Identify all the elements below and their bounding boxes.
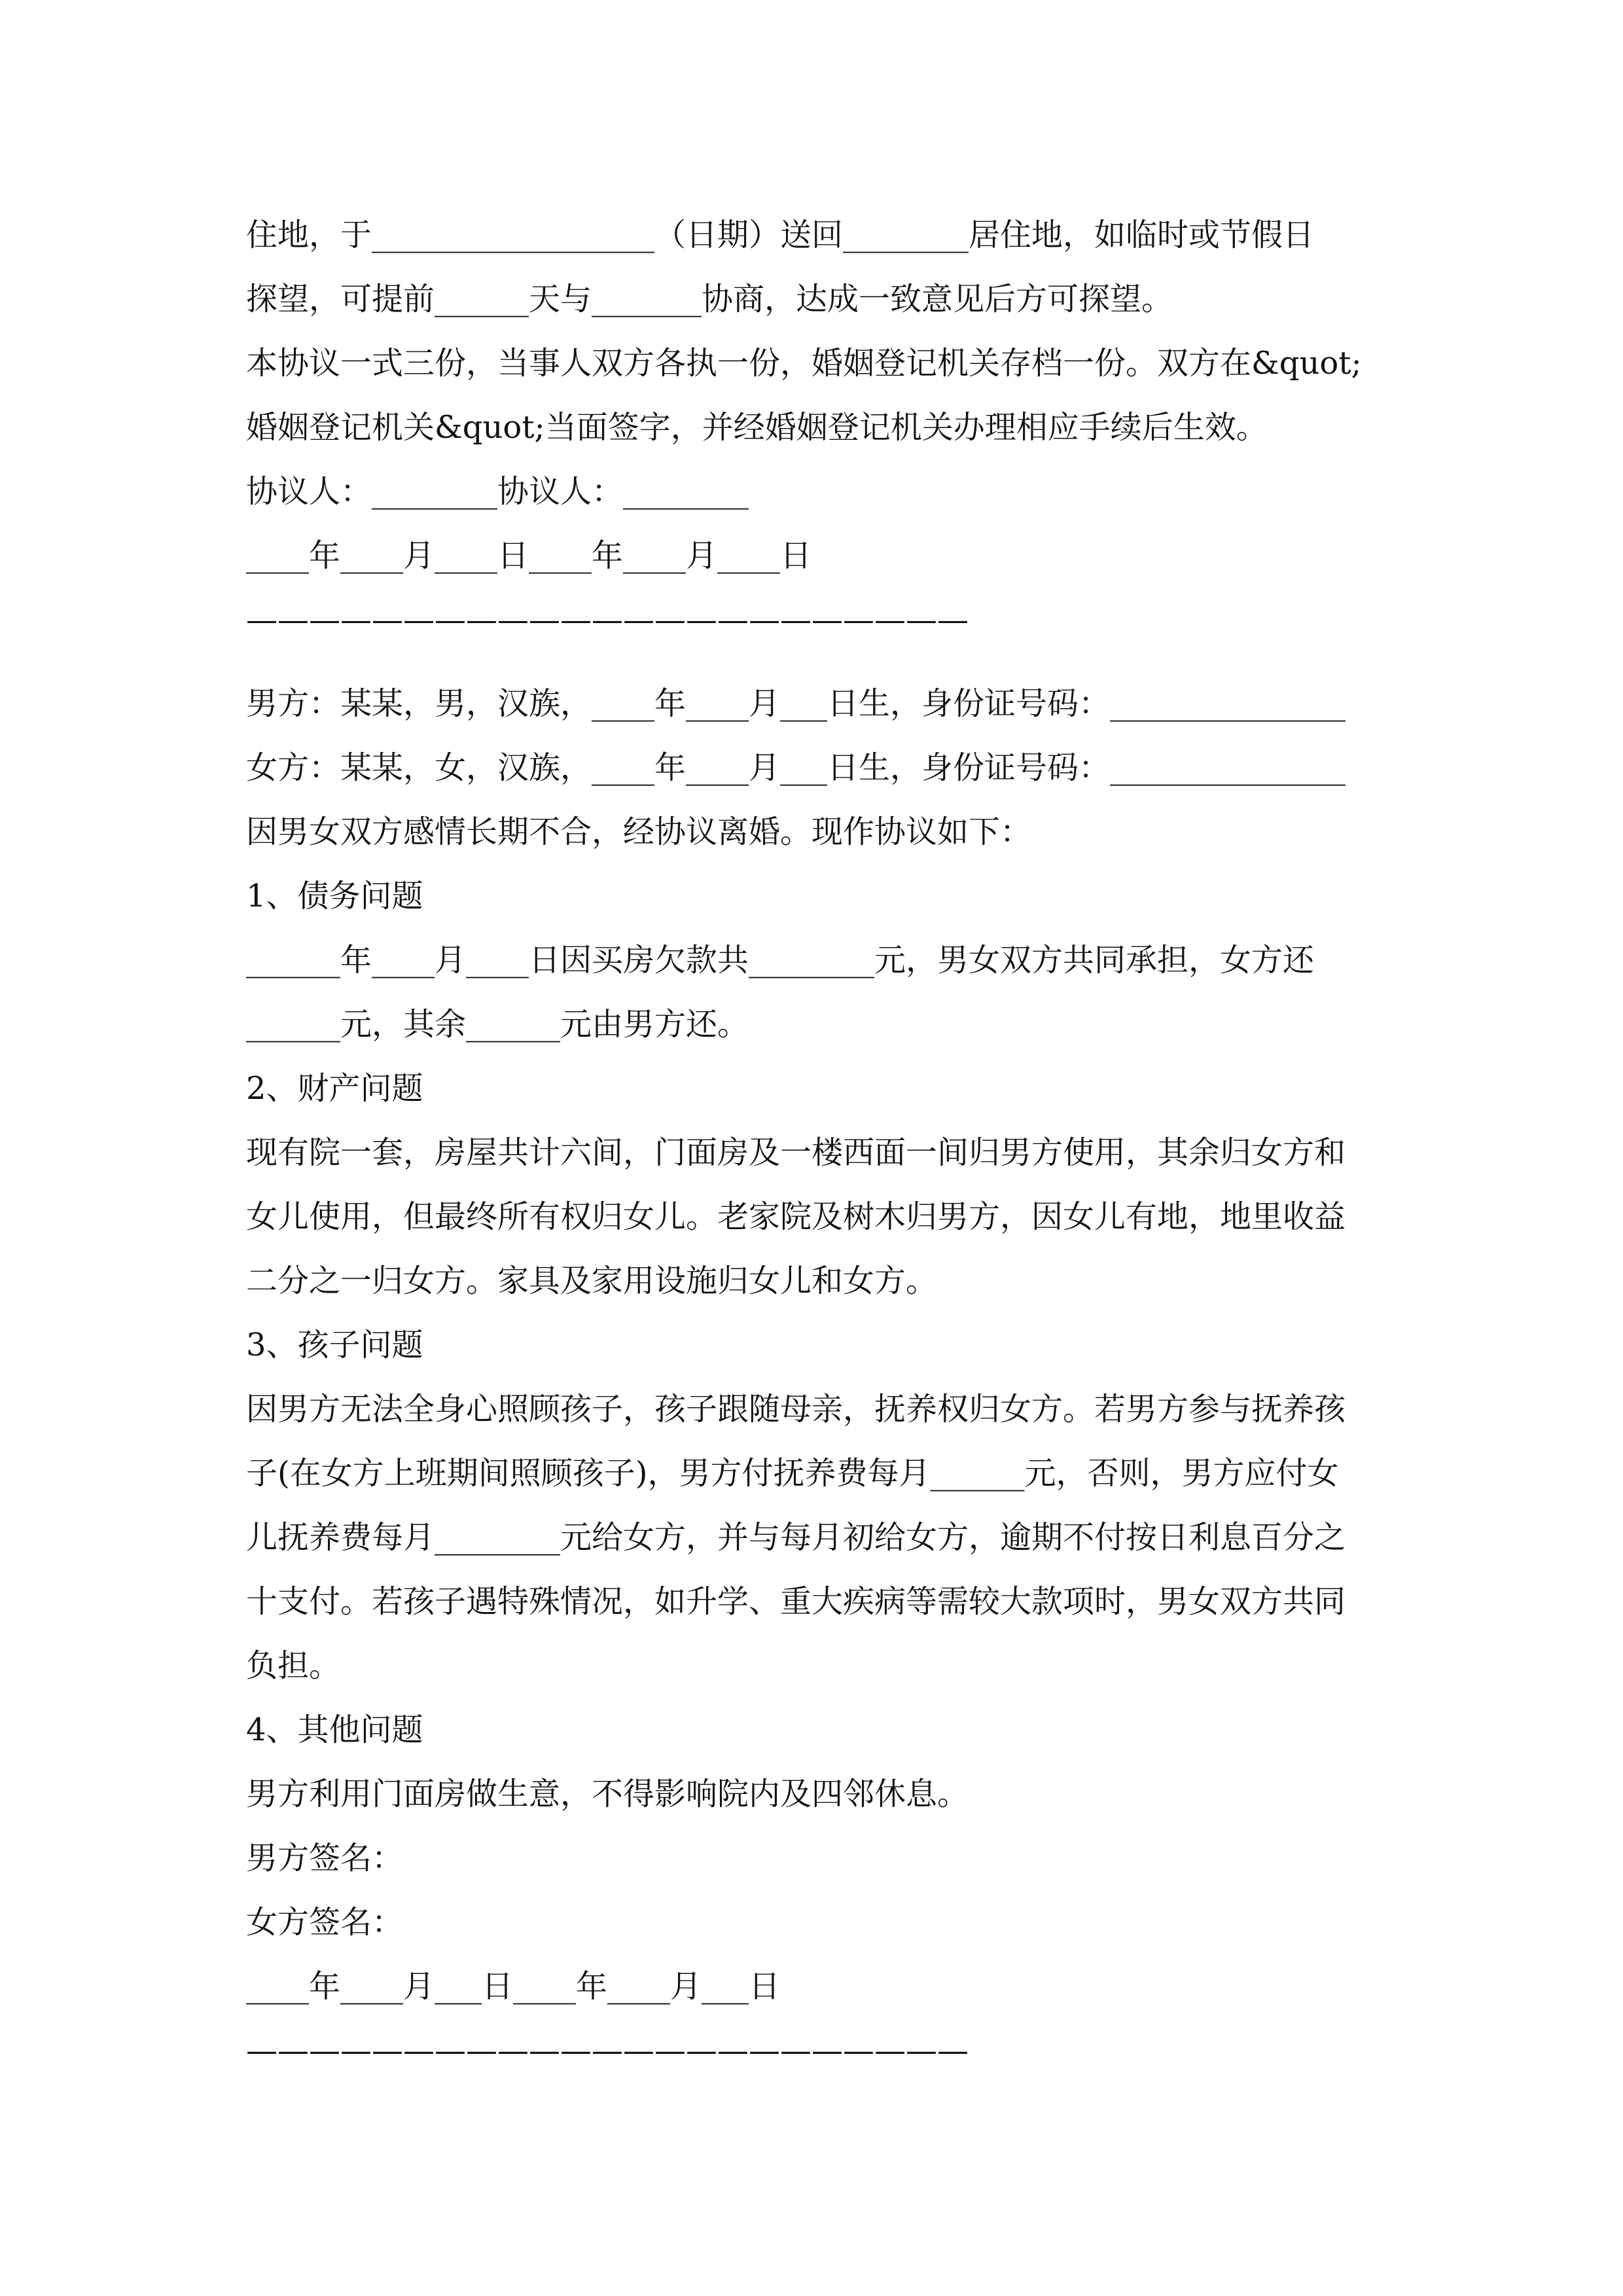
signatories-line: 协议人：________协议人：________ [246, 473, 749, 510]
section-gap [246, 652, 1398, 672]
text-line: 儿抚养费每月________元给女方，并与每月初给女方，逾期不付按日利息百分之 [246, 1519, 1346, 1556]
party-female-line: 女方：某某，女，汉族，____年____月___日生，身份证号码：_______________ [246, 749, 1346, 786]
text-line: ______年____月____日因买房欠款共________元，男女双方共同承担，女方还 [246, 942, 1315, 978]
section-heading-other: 4、其他问题 [246, 1712, 423, 1748]
document-body [246, 203, 1398, 2083]
text-line: 住地，于__________________（日期）送回________居住地，如临时或节假日 [246, 217, 1315, 253]
separator-line: ——————————————————————— [246, 2032, 969, 2069]
text-line: 男方利用门面房做生意，不得影响院内及四邻休息。 [246, 1776, 969, 1812]
text-line: 本协议一式三份，当事人双方各执一份，婚姻登记机关存档一份。双方在&quot; [246, 345, 1362, 382]
text-line: ______元，其余______元由男方还。 [246, 1006, 749, 1043]
text-line: 负担。 [246, 1647, 341, 1684]
text-line: 因男方无法全身心照顾孩子，孩子跟随母亲，抚养权归女方。若男方参与抚养孩 [246, 1391, 1346, 1427]
section-heading-child: 3、孩子问题 [246, 1327, 423, 1363]
party-male-line: 男方：某某，男，汉族，____年____月___日生，身份证号码：_______________ [246, 685, 1346, 722]
date-line: ____年____月___日____年____月___日 [246, 1968, 781, 2005]
section-heading-property: 2、财产问题 [246, 1070, 423, 1107]
text-line: 探望，可提前______天与_______协商，达成一致意见后方可探望。 [246, 281, 1173, 317]
separator-line: ——————————————————————— [246, 601, 969, 638]
text-line: 二分之一归女方。家具及家用设施归女儿和女方。 [246, 1263, 938, 1299]
female-signature-line: 女方签名： [246, 1904, 404, 1941]
text-line: 因男女双方感情长期不合，经协议离婚。现作协议如下： [246, 814, 1032, 850]
text-line: 子(在女方上班期间照顾孩子)，男方付抚养费每月______元，否则，男方应付女 [246, 1455, 1339, 1492]
text-line: 十支付。若孩子遇特殊情况，如升学、重大疾病等需较大款项时，男女双方共同 [246, 1583, 1346, 1620]
section-heading-debt: 1、债务问题 [246, 878, 423, 914]
text-line: 女儿使用，但最终所有权归女儿。老家院及树木归男方，因女儿有地，地里收益 [246, 1198, 1346, 1235]
male-signature-line: 男方签名： [246, 1840, 404, 1876]
date-line: ____年____月____日____年____月____日 [246, 537, 812, 574]
text-line: 现有院一套，房屋共计六间，门面房及一楼西面一间归男方使用，其余归女方和 [246, 1134, 1346, 1171]
text-line: 婚姻登记机关&quot;当面签字，并经婚姻登记机关办理相应手续后生效。 [246, 409, 1268, 446]
